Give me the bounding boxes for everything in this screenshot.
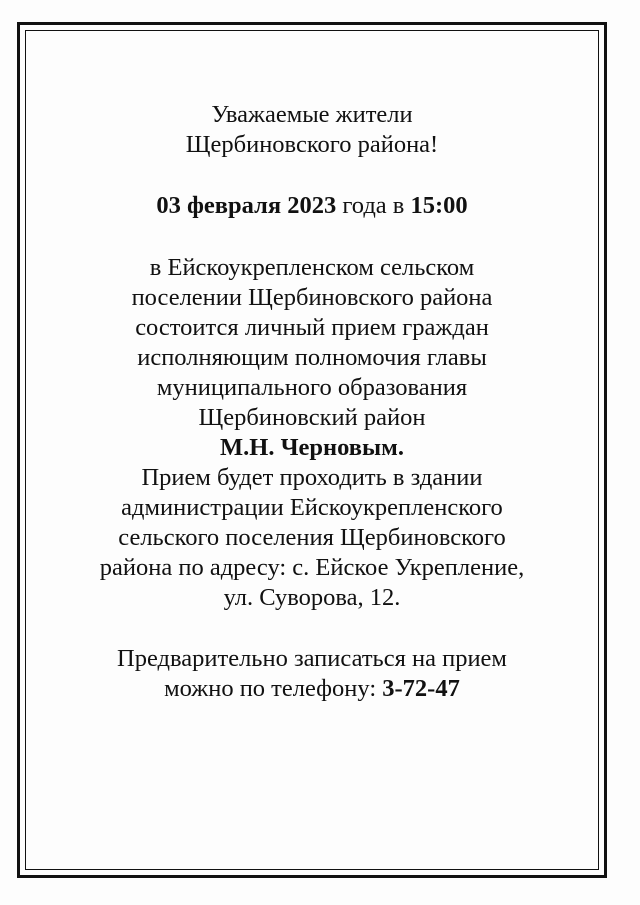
body-line-10: района по адресу: с. Ейское Укрепление, [99, 554, 525, 581]
date-middle: года в [336, 192, 411, 219]
announcement-text [40, 100, 584, 704]
contact-prefix: можно по телефону: [164, 675, 383, 702]
body-line-6: Щербиновский район [198, 404, 426, 431]
contact-line-1: Предварительно записаться на прием [117, 645, 507, 672]
greeting-line-2: Щербиновского района! [185, 131, 439, 158]
date-line [40, 191, 584, 221]
body-line-2: поселении Щербиновского района [131, 284, 493, 311]
body-line-7: Прием будет проходить в здании [141, 464, 483, 491]
greeting-line-1: Уважаемые жители [211, 101, 413, 128]
date: 03 февраля 2023 [156, 192, 337, 219]
body-line-1: в Ейскоукрепленском сельском [149, 254, 475, 281]
official-name: М.Н. Черновым. [220, 434, 404, 461]
body-line-5: муниципального образования [156, 374, 468, 401]
time: 15:00 [410, 192, 468, 219]
body-line-4: исполняющим полномочия главы [137, 344, 487, 371]
body-line-3: состоится личный прием граждан [135, 314, 489, 341]
phone-number: 3-72-47 [382, 675, 460, 702]
body-line-8: администрации Ейскоукрепленского [121, 494, 503, 521]
body-line-9: сельского поселения Щербиновского [118, 524, 506, 551]
contact-line-2 [40, 674, 584, 704]
body-line-11: ул. Суворова, 12. [223, 584, 401, 611]
